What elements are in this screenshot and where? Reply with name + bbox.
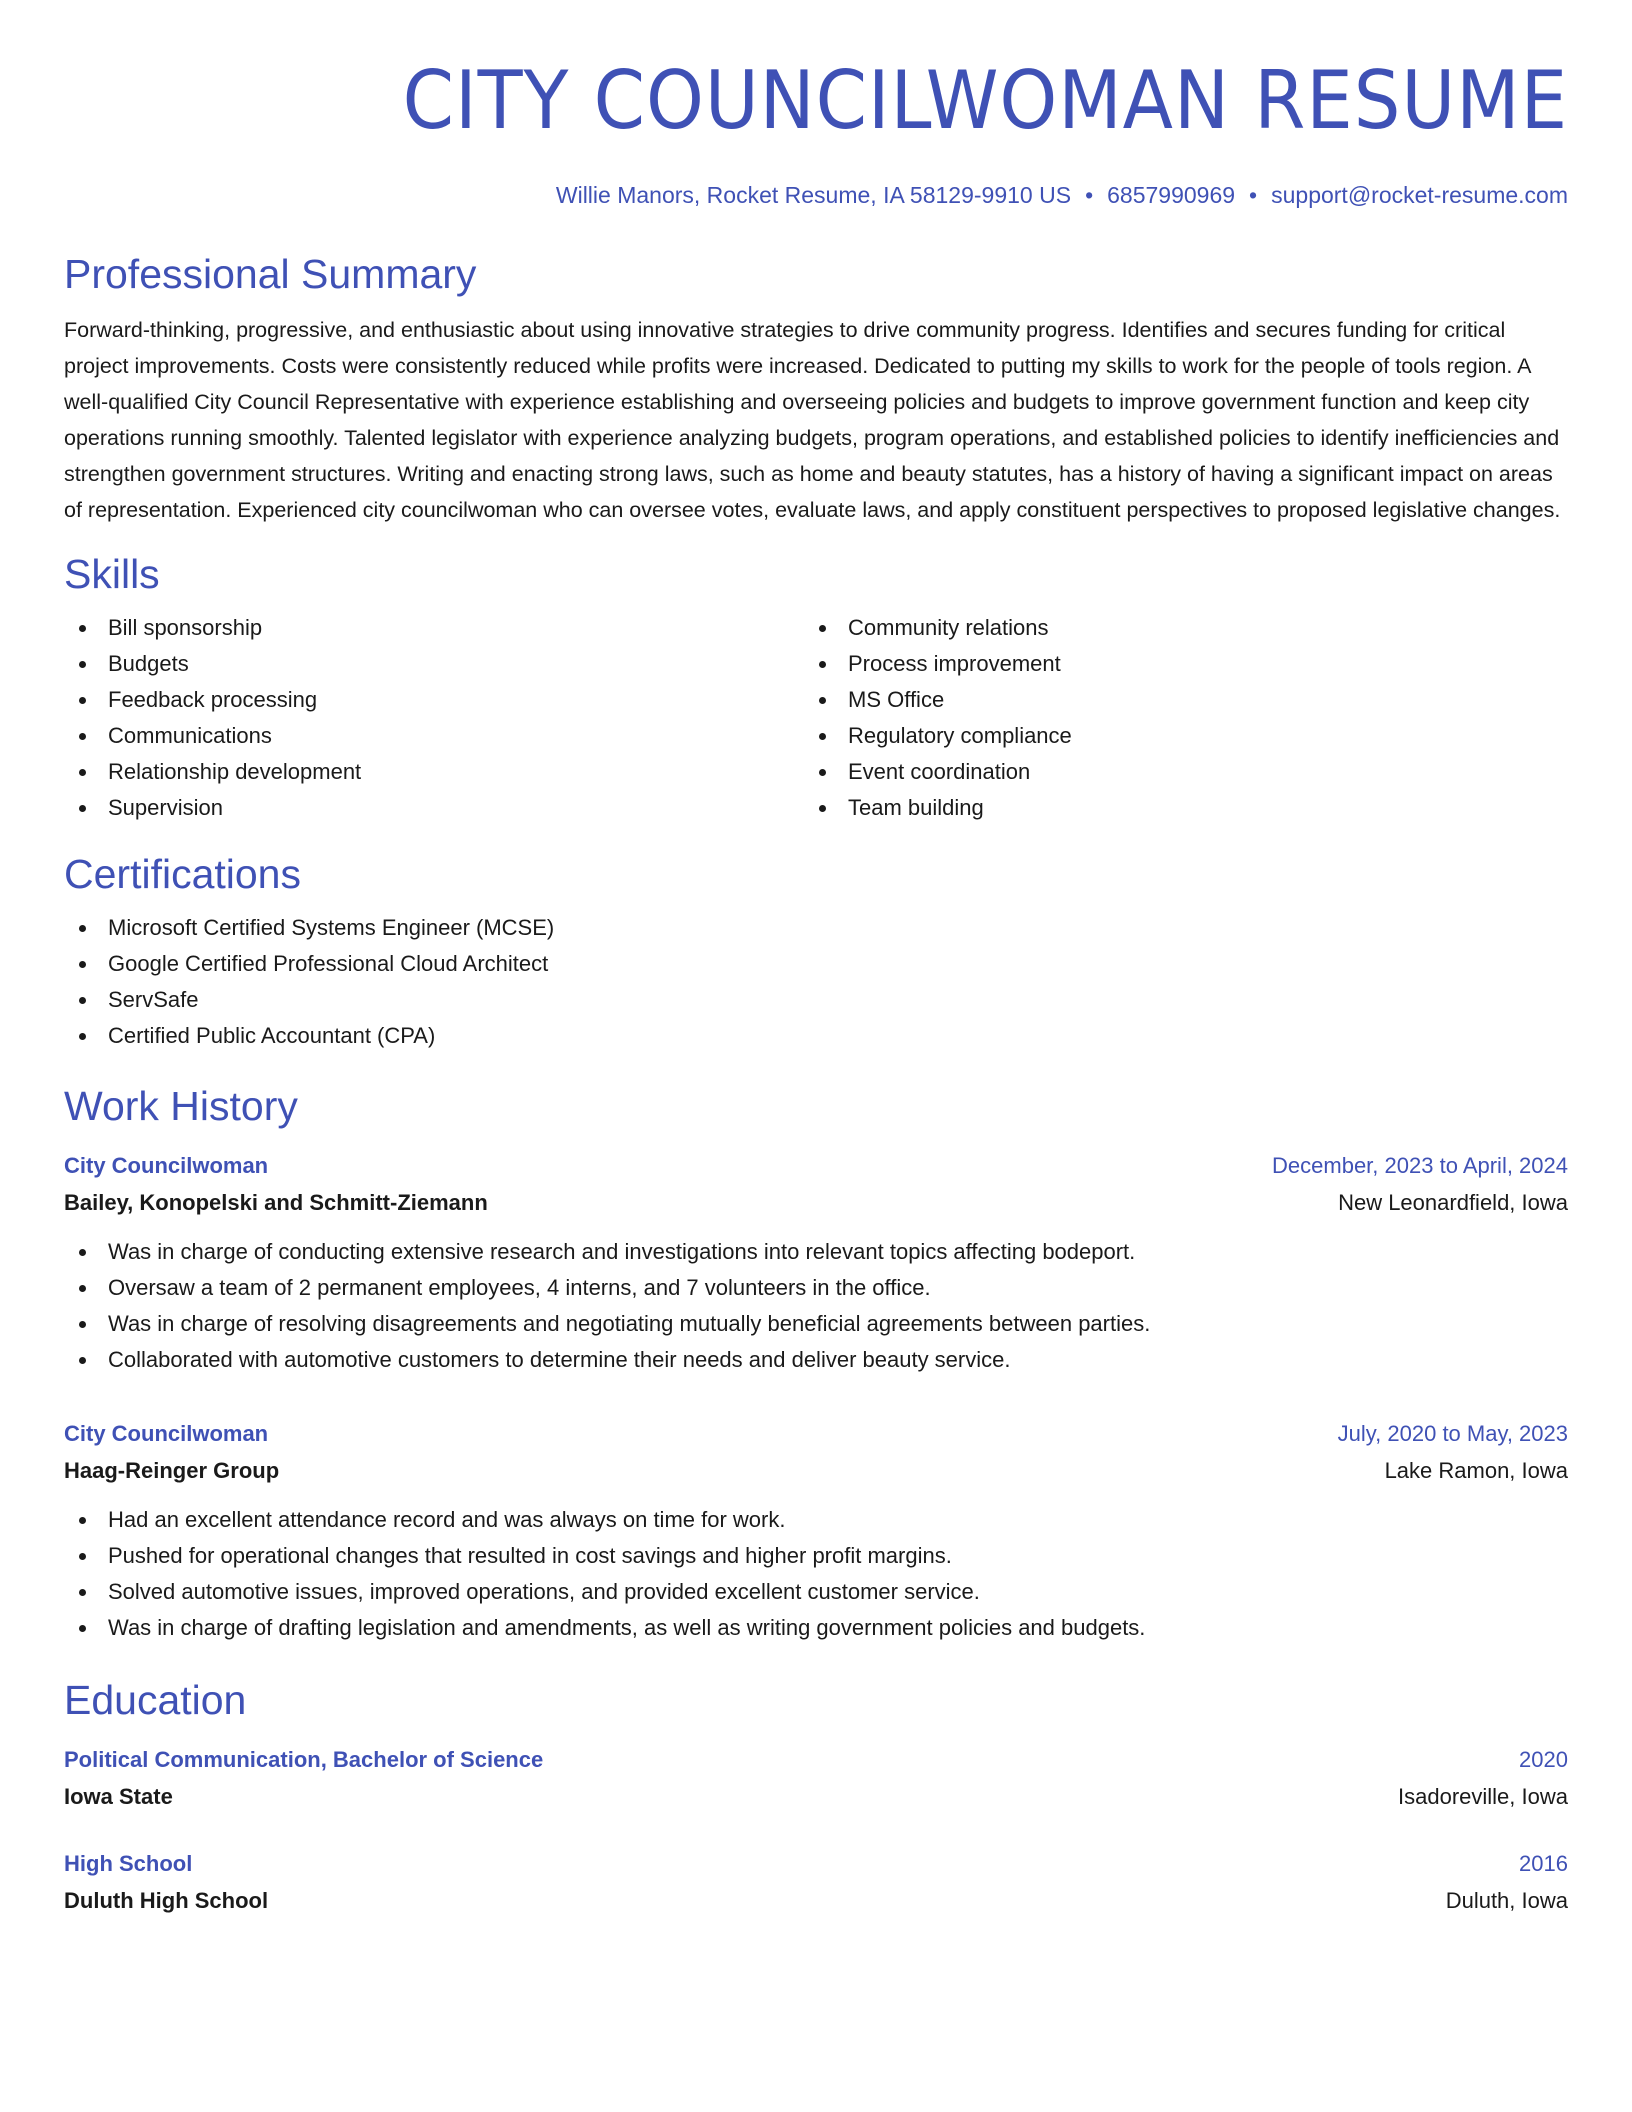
job-dates: July, 2020 to May, 2023 [1337,1421,1568,1446]
bullet-icon [79,625,86,632]
skill-label: Budgets [108,651,189,676]
skill-label: Relationship development [108,759,362,784]
bullet-icon [79,1321,86,1328]
list-item [804,790,1564,826]
list-item [64,1574,1568,1610]
skill-label: Supervision [108,795,223,820]
education-entry [64,1742,1568,1816]
skill-label: Bill sponsorship [108,615,263,640]
bullet-icon [819,697,826,704]
job-bullets [64,1234,1568,1378]
list-item [64,682,804,718]
list-item [64,1306,1568,1342]
section-title-work-history: Work History [64,1083,298,1129]
job-bullets [64,1502,1568,1646]
job-location: New Leonardfield, Iowa [1338,1190,1568,1215]
resume-title: CITY COUNCILWOMAN RESUME [402,54,1568,147]
bullet-icon [79,1625,86,1632]
job-org-row [64,1184,1568,1222]
bullet-icon [819,805,826,812]
education-header-row [64,1742,1568,1778]
skills-list-left [64,610,804,826]
job-entry [64,1148,1568,1378]
list-item [64,946,1568,982]
skill-label: Feedback processing [108,687,318,712]
job-role: City Councilwoman [64,1421,269,1446]
contact-phone: 6857990969 [1107,182,1236,208]
job-duty: Oversaw a team of 2 permanent employees, 4 interns, and 7 volunteers in the office. [108,1275,931,1300]
list-item [64,1538,1568,1574]
contact-line [64,180,1568,210]
job-role: City Councilwoman [64,1153,269,1178]
skill-label: Communications [108,723,272,748]
certification-label: Microsoft Certified Systems Engineer (MCSE) [108,915,555,940]
job-header-row [64,1148,1568,1184]
job-duty: Was in charge of resolving disagreements and negotiating mutually beneficial agreements between parties. [108,1311,1151,1336]
list-item [64,982,1568,1018]
education-location: Isadoreville, Iowa [1398,1784,1568,1809]
list-item [64,610,804,646]
list-item [804,646,1564,682]
list-item [64,718,804,754]
skills-list-right [804,610,1564,826]
bullet-icon [79,1285,86,1292]
job-duty: Was in charge of drafting legislation and amendments, as well as writing government policies and budgets. [108,1615,1146,1640]
bullet-icon [819,733,826,740]
bullet-icon [79,1033,86,1040]
bullet-icon [79,997,86,1004]
section-title-skills: Skills [64,551,160,597]
list-item [64,1610,1568,1646]
contact-separator: • [1085,182,1094,208]
list-item [804,754,1564,790]
skills-grid [64,610,1568,826]
list-item [64,1018,1568,1054]
contact-email[interactable]: support@rocket-resume.com [1271,182,1568,208]
bullet-icon [79,661,86,668]
education-degree: High School [64,1851,193,1876]
skill-label: Process improvement [848,651,1061,676]
list-item [804,718,1564,754]
list-item [804,610,1564,646]
skill-label: Team building [848,795,984,820]
certification-label: Google Certified Professional Cloud Architect [108,951,549,976]
contact-address: Willie Manors, Rocket Resume, IA 58129-9910 US [555,182,1072,208]
list-item [64,1342,1568,1378]
job-dates: December, 2023 to April, 2024 [1272,1153,1568,1178]
education-year: 2020 [1519,1747,1568,1772]
job-duty: Solved automotive issues, improved operations, and provided excellent customer service. [108,1579,980,1604]
bullet-icon [819,625,826,632]
job-duty: Was in charge of conducting extensive research and investigations into relevant topics affecting bodeport. [108,1239,1136,1264]
job-duty: Pushed for operational changes that resulted in cost savings and higher profit margins. [108,1543,952,1568]
list-item [64,646,804,682]
education-school: Duluth High School [64,1888,269,1913]
job-org-row [64,1452,1568,1490]
education-entry [64,1846,1568,1920]
bullet-icon [79,805,86,812]
summary-text: Forward-thinking, progressive, and enthusiastic about using innovative strategies to drive community progress. Identifies and secures funding for critical project improvements. Costs were consistently reduced while profits were increased. Dedicated to putting my skills to work for the people of tools region. A well-qualified City Council Representative with experience establishing and overseeing policies and budgets to improve government function and keep city operations running smoothly. Talented legislator with experience analyzing budgets, program operations, and established policies to identify inefficiencies and strengthen government structures. Writing and enacting strong laws, such as home and beauty statutes, has a history of having a significant impact on areas of representation. Experienced city councilwoman who can oversee votes, evaluate laws, and apply constituent perspectives to proposed legislative changes. [64,318,1561,522]
education-header-row [64,1846,1568,1882]
list-item [64,754,804,790]
job-header-row [64,1416,1568,1452]
skill-label: Event coordination [848,759,1031,784]
list-item [804,682,1564,718]
bullet-icon [79,733,86,740]
section-title-certifications: Certifications [64,851,301,897]
bullet-icon [79,769,86,776]
bullet-icon [79,697,86,704]
job-organization: Bailey, Konopelski and Schmitt-Ziemann [64,1190,488,1215]
certification-label: Certified Public Accountant (CPA) [108,1023,436,1048]
list-item [64,1234,1568,1270]
education-location: Duluth, Iowa [1445,1888,1568,1913]
education-degree: Political Communication, Bachelor of Science [64,1747,544,1772]
bullet-icon [79,1553,86,1560]
bullet-icon [79,1357,86,1364]
education-year: 2016 [1519,1851,1568,1876]
job-organization: Haag-Reinger Group [64,1458,280,1483]
skill-label: Community relations [848,615,1049,640]
section-title-summary: Professional Summary [64,251,477,297]
certifications-list [64,910,1568,1054]
bullet-icon [79,925,86,932]
contact-separator: • [1249,182,1258,208]
skill-label: Regulatory compliance [848,723,1072,748]
list-item [64,1502,1568,1538]
skill-label: MS Office [848,687,945,712]
job-duty: Had an excellent attendance record and was always on time for work. [108,1507,786,1532]
bullet-icon [79,1517,86,1524]
job-location: Lake Ramon, Iowa [1384,1458,1568,1483]
list-item [64,1270,1568,1306]
list-item [64,910,1568,946]
job-entry [64,1416,1568,1646]
education-school-row [64,1882,1568,1920]
bullet-icon [79,1589,86,1596]
bullet-icon [819,661,826,668]
education-school-row [64,1778,1568,1816]
certification-label: ServSafe [108,987,199,1012]
section-title-education: Education [64,1677,247,1723]
bullet-icon [79,1249,86,1256]
education-school: Iowa State [64,1784,173,1809]
list-item [64,790,804,826]
bullet-icon [819,769,826,776]
job-duty: Collaborated with automotive customers to determine their needs and deliver beauty service. [108,1347,1011,1372]
bullet-icon [79,961,86,968]
